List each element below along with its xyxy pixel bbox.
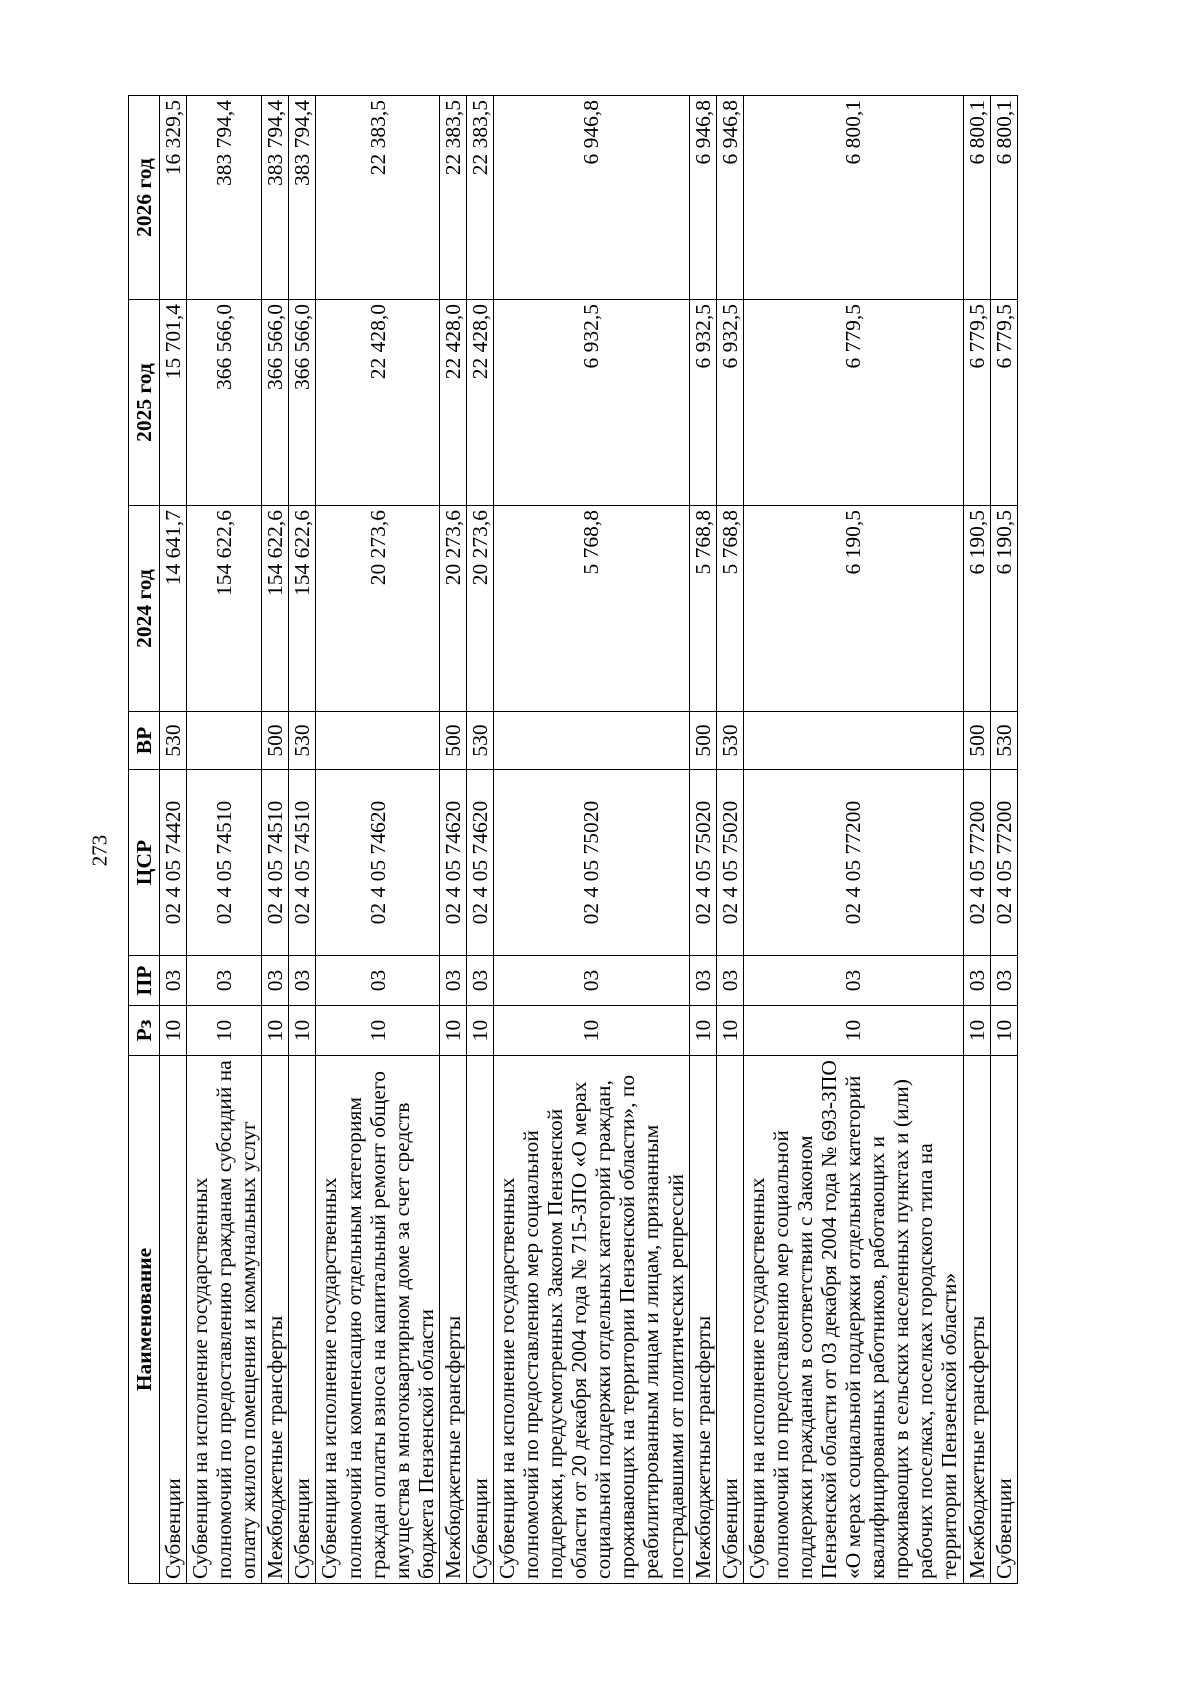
- page-number: 273: [87, 834, 112, 867]
- cell-y2024: 5 768,8: [494, 506, 690, 712]
- header-pr: ПР: [129, 956, 160, 1006]
- cell-csr: 02 4 05 77200: [963, 770, 990, 956]
- table-row: [466, 96, 493, 1584]
- table-row: [963, 96, 990, 1584]
- cell-y2024: 20 273,6: [316, 506, 439, 712]
- budget-table: [128, 95, 1018, 1584]
- cell-y2026: 6 946,8: [716, 96, 743, 300]
- cell-y2024: 154 622,6: [289, 506, 316, 712]
- cell-y2026: 22 383,5: [316, 96, 439, 300]
- cell-rz: 10: [262, 1006, 289, 1056]
- cell-rz: 10: [289, 1006, 316, 1056]
- cell-pr: 03: [439, 956, 466, 1006]
- cell-vr: [316, 712, 439, 770]
- cell-vr: 530: [160, 712, 187, 770]
- cell-csr: 02 4 05 74620: [316, 770, 439, 956]
- header-2024: 2024 год: [129, 506, 160, 712]
- cell-pr: 03: [743, 956, 963, 1006]
- cell-y2025: 6 932,5: [716, 300, 743, 506]
- table-body: [160, 96, 1018, 1584]
- cell-y2026: 6 946,8: [494, 96, 690, 300]
- cell-rz: 10: [990, 1006, 1017, 1056]
- table-row: [289, 96, 316, 1584]
- cell-csr: 02 4 05 74510: [262, 770, 289, 956]
- cell-pr: 03: [289, 956, 316, 1006]
- cell-y2024: 20 273,6: [466, 506, 493, 712]
- cell-vr: 530: [716, 712, 743, 770]
- cell-vr: 500: [689, 712, 716, 770]
- cell-pr: 03: [990, 956, 1017, 1006]
- cell-y2025: 22 428,0: [316, 300, 439, 506]
- cell-vr: 500: [963, 712, 990, 770]
- cell-name: Субвенции на исполнение государственных полномочий по предоставлению мер социальной поддержки, предусмотренных Законом Пензенской области от 20 декабря 2004 года № 715-ЗПО «О мерах социальной поддержки отдельных категорий граждан, проживающих на территории Пензенской области», по реабилитированным лицам и лицам, признанным пострадавшими от политических репрессий: [494, 1056, 690, 1584]
- table-row: [716, 96, 743, 1584]
- cell-name: Субвенции: [716, 1056, 743, 1584]
- cell-rz: 10: [963, 1006, 990, 1056]
- cell-y2024: 154 622,6: [262, 506, 289, 712]
- cell-y2025: 366 566,0: [262, 300, 289, 506]
- header-2026: 2026 год: [129, 96, 160, 300]
- cell-y2025: 6 779,5: [990, 300, 1017, 506]
- cell-name: Субвенции на исполнение государственных полномочий по предоставлению гражданам субсидий на оплату жилого помещения и коммунальных услуг: [187, 1056, 262, 1584]
- cell-y2025: 22 428,0: [466, 300, 493, 506]
- header-name: Наименование: [129, 1056, 160, 1584]
- cell-y2024: 14 641,7: [160, 506, 187, 712]
- cell-csr: 02 4 05 75020: [689, 770, 716, 956]
- cell-pr: 03: [316, 956, 439, 1006]
- cell-rz: 10: [689, 1006, 716, 1056]
- cell-csr: 02 4 05 77200: [743, 770, 963, 956]
- cell-pr: 03: [187, 956, 262, 1006]
- cell-y2025: 15 701,4: [160, 300, 187, 506]
- cell-csr: 02 4 05 74620: [466, 770, 493, 956]
- table-row: [743, 96, 963, 1584]
- cell-y2025: 366 566,0: [187, 300, 262, 506]
- cell-y2026: 6 800,1: [743, 96, 963, 300]
- cell-pr: 03: [494, 956, 690, 1006]
- cell-y2025: 6 932,5: [689, 300, 716, 506]
- cell-name: Межбюджетные трансферты: [262, 1056, 289, 1584]
- cell-y2024: 6 190,5: [963, 506, 990, 712]
- cell-vr: 530: [289, 712, 316, 770]
- cell-pr: 03: [262, 956, 289, 1006]
- cell-name: Субвенции: [289, 1056, 316, 1584]
- cell-csr: 02 4 05 74510: [289, 770, 316, 956]
- cell-csr: 02 4 05 74510: [187, 770, 262, 956]
- cell-y2025: 366 566,0: [289, 300, 316, 506]
- header-csr: ЦСР: [129, 770, 160, 956]
- cell-pr: 03: [160, 956, 187, 1006]
- cell-rz: 10: [466, 1006, 493, 1056]
- cell-y2026: 6 800,1: [963, 96, 990, 300]
- cell-csr: 02 4 05 74420: [160, 770, 187, 956]
- cell-csr: 02 4 05 75020: [716, 770, 743, 956]
- table-header-row: [129, 96, 160, 1584]
- table-row: [262, 96, 289, 1584]
- table-row: [316, 96, 439, 1584]
- header-2025: 2025 год: [129, 300, 160, 506]
- cell-y2026: 22 383,5: [466, 96, 493, 300]
- cell-y2026: 6 946,8: [689, 96, 716, 300]
- cell-y2025: 6 779,5: [743, 300, 963, 506]
- cell-name: Межбюджетные трансферты: [689, 1056, 716, 1584]
- cell-y2024: 5 768,8: [716, 506, 743, 712]
- cell-name: Субвенции на исполнение государственных полномочий по предоставлению мер социальной поддержки гражданам в соответствии с Законом Пензенской области от 03 декабря 2004 года № 693-ЗПО «О мерах социальной поддержки отдельных категорий квалифицированных работников, работающих и проживающих в сельских населенных пунктах и (или) рабочих поселках, поселках городского типа на территории Пензенской области»: [743, 1056, 963, 1584]
- header-vr: ВР: [129, 712, 160, 770]
- cell-y2026: 16 329,5: [160, 96, 187, 300]
- cell-name: Межбюджетные трансферты: [439, 1056, 466, 1584]
- cell-y2024: 5 768,8: [689, 506, 716, 712]
- cell-vr: [187, 712, 262, 770]
- header-rz: Рз: [129, 1006, 160, 1056]
- cell-pr: 03: [963, 956, 990, 1006]
- cell-rz: 10: [743, 1006, 963, 1056]
- cell-csr: 02 4 05 77200: [990, 770, 1017, 956]
- cell-rz: 10: [494, 1006, 690, 1056]
- cell-y2024: 6 190,5: [743, 506, 963, 712]
- budget-table-container: [128, 96, 1068, 1584]
- cell-vr: [494, 712, 690, 770]
- table-row: [439, 96, 466, 1584]
- cell-y2024: 6 190,5: [990, 506, 1017, 712]
- cell-pr: 03: [689, 956, 716, 1006]
- cell-pr: 03: [466, 956, 493, 1006]
- cell-pr: 03: [716, 956, 743, 1006]
- cell-y2024: 20 273,6: [439, 506, 466, 712]
- cell-y2025: 6 779,5: [963, 300, 990, 506]
- cell-rz: 10: [316, 1006, 439, 1056]
- cell-name: Субвенции на исполнение государственных полномочий на компенсацию отдельным категориям граждан оплаты взноса на капитальный ремонт общего имущества в многоквартирном доме за счет средств бюджета Пензенской области: [316, 1056, 439, 1584]
- cell-y2026: 383 794,4: [187, 96, 262, 300]
- cell-csr: 02 4 05 75020: [494, 770, 690, 956]
- cell-y2026: 383 794,4: [262, 96, 289, 300]
- cell-y2026: 6 800,1: [990, 96, 1017, 300]
- cell-vr: 500: [439, 712, 466, 770]
- cell-y2026: 22 383,5: [439, 96, 466, 300]
- cell-vr: 500: [262, 712, 289, 770]
- table-row: [689, 96, 716, 1584]
- table-row: [494, 96, 690, 1584]
- cell-vr: 530: [990, 712, 1017, 770]
- cell-rz: 10: [439, 1006, 466, 1056]
- cell-name: Субвенции: [466, 1056, 493, 1584]
- cell-name: Межбюджетные трансферты: [963, 1056, 990, 1584]
- cell-rz: 10: [187, 1006, 262, 1056]
- table-row: [160, 96, 187, 1584]
- cell-name: Субвенции: [160, 1056, 187, 1584]
- cell-csr: 02 4 05 74620: [439, 770, 466, 956]
- cell-vr: 530: [466, 712, 493, 770]
- cell-y2024: 154 622,6: [187, 506, 262, 712]
- cell-y2025: 22 428,0: [439, 300, 466, 506]
- cell-y2026: 383 794,4: [289, 96, 316, 300]
- cell-y2025: 6 932,5: [494, 300, 690, 506]
- cell-name: Субвенции: [990, 1056, 1017, 1584]
- cell-rz: 10: [160, 1006, 187, 1056]
- table-row: [990, 96, 1017, 1584]
- cell-vr: [743, 712, 963, 770]
- table-row: [187, 96, 262, 1584]
- cell-rz: 10: [716, 1006, 743, 1056]
